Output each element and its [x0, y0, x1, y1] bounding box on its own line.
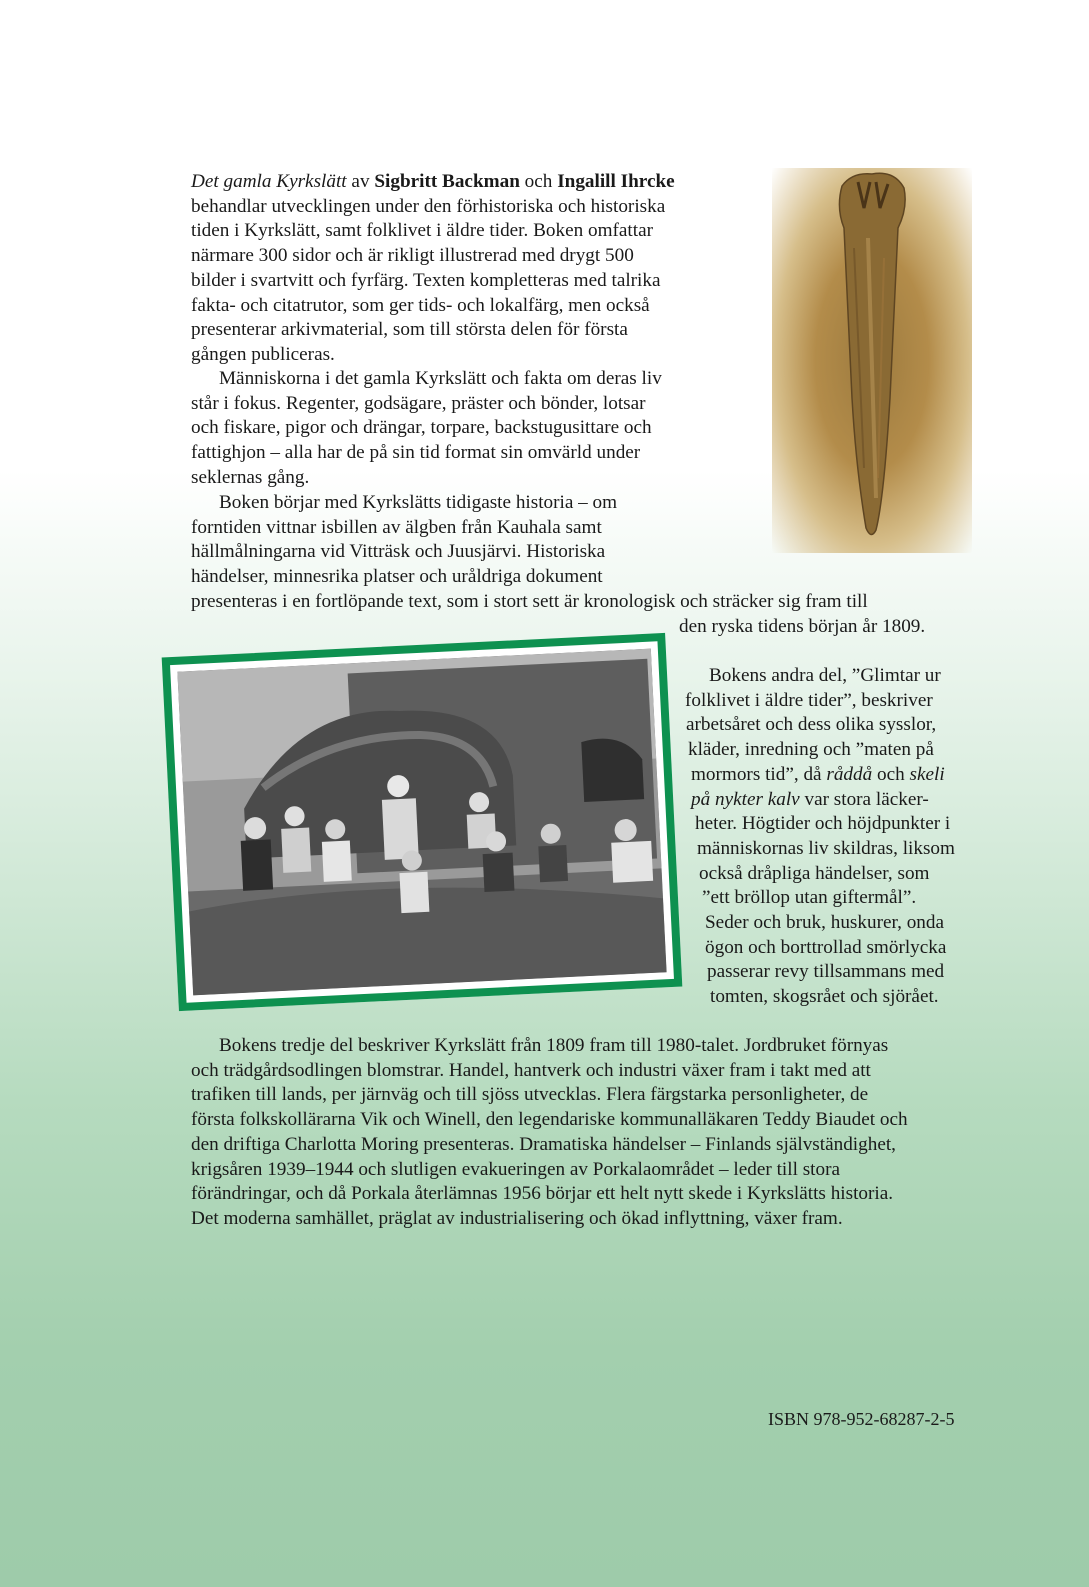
- text-line: arbetsåret och dess olika sysslor,: [686, 714, 937, 736]
- text-line: förändringar, och då Porkala återlämnas 1956 börjar ett helt nytt skede i Kyrkslätts historia.: [191, 1183, 894, 1205]
- folklife-paragraph: [683, 664, 955, 1010]
- bone-ice-pick-image: [772, 168, 972, 553]
- haymaking-group-photo: [177, 649, 666, 996]
- intro-paragraph: [191, 170, 675, 368]
- text-line: tomten, skogsrået och sjörået.: [710, 986, 939, 1008]
- text-line: också dråpliga händelser, som: [699, 862, 930, 884]
- text-line: Det moderna samhället, präglat av industrialisering och ökad inflyttning, växer fram.: [191, 1207, 843, 1229]
- text-line: Seder och bruk, huskurer, onda: [705, 912, 945, 934]
- text-line: krigsåren 1939–1944 och slutligen evakueringen av Porkalaområdet – leder till stora: [191, 1158, 840, 1180]
- text-line: fakta- och citatrutor, som ger tids- och lokalfärg, men också: [191, 294, 650, 316]
- text-line: passerar revy tillsammans med: [707, 961, 945, 983]
- text-line: fattighjon – alla har de på sin tid format sin omvärld under: [191, 442, 641, 464]
- text-line: ögon och borttrollad smörlycka: [705, 936, 947, 958]
- text-line: presenteras i en fortlöpande text, som i stort sett är kronologisk och sträcker sig fram till: [191, 590, 868, 612]
- text-line: Boken börjar med Kyrkslätts tidigaste historia – om: [219, 492, 618, 513]
- intro-first-line: Det gamla Kyrkslätt av Sigbritt Backman och Ingalill Ihrcke: [191, 171, 675, 192]
- text-line: folklivet i äldre tider”, beskriver: [685, 689, 933, 711]
- text-line: och trädgårdsodlingen blomstrar. Handel, hantverk och industri växer fram i takt med att: [191, 1059, 871, 1081]
- text-line: Bokens tredje del beskriver Kyrkslätt från 1809 fram till 1980-talet. Jordbruket förnyas: [219, 1035, 889, 1056]
- text-line: och fiskare, pigor och drängar, torpare, backstugusittare och: [191, 417, 652, 439]
- isbn-number: ISBN 978-952-68287-2-5: [768, 1409, 955, 1429]
- author-1: Sigbritt Backman: [374, 171, 520, 192]
- text-line: forntiden vittnar isbillen av älgben från Kauhala samt: [191, 516, 602, 538]
- text-line: närmare 300 sidor och är rikligt illustrerad med drygt 500: [191, 245, 634, 267]
- text-line: Människorna i det gamla Kyrkslätt och fakta om deras liv: [219, 368, 662, 389]
- text-line: bilder i svartvitt och fyrfärg. Texten kompletteras med talrika: [191, 269, 661, 291]
- text-line: seklernas gång.: [191, 466, 310, 488]
- text-line: den ryska tidens början år 1809.: [679, 615, 926, 637]
- text-line: står i fokus. Regenter, godsägare, präster och bönder, lotsar: [191, 392, 646, 414]
- text-line: tiden i Kyrkslätt, samt folklivet i äldre tider. Boken omfattar: [191, 220, 653, 242]
- text-line: första folkskollärarna Vik och Winell, den legendariske kommunalläkaren Teddy Biaudet och: [191, 1109, 908, 1131]
- text-line: ”ett bröllop utan giftermål”.: [702, 887, 917, 909]
- text-line: händelser, minnesrika platser och uråldriga dokument: [191, 566, 603, 588]
- text-line: mormors tid”, då råddå och skeli: [691, 763, 945, 785]
- text-line: behandlar utvecklingen under den förhistoriska och historiska: [191, 195, 666, 217]
- modern-era-paragraph: [191, 1034, 908, 1232]
- author-2: Ingalill Ihrcke: [557, 171, 675, 192]
- text-line: människornas liv skildras, liksom: [697, 837, 955, 859]
- book-title: Det gamla Kyrkslätt: [191, 171, 347, 192]
- text-line: trafiken till lands, per järnväg och till sjöss utvecklas. Flera färgstarka personligheter, de: [191, 1084, 869, 1106]
- text-line: presenterar arkivmaterial, som till största delen för första: [191, 319, 628, 341]
- framed-photograph: [162, 633, 683, 1011]
- people-paragraph: [191, 367, 662, 491]
- text-line: kläder, inredning och ”maten på: [688, 739, 934, 761]
- text-line: den driftiga Charlotta Moring presenteras. Dramatiska händelser – Finlands självständighet,: [191, 1133, 896, 1155]
- text-line: heter. Högtider och höjdpunkter i: [695, 813, 951, 835]
- text-line: på nykter kalv var stora läcker-: [691, 788, 929, 810]
- text-line: gången publiceras.: [191, 343, 335, 365]
- text-line: hällmålningarna vid Vitträsk och Juusjärvi. Historiska: [191, 541, 606, 563]
- text-line: Bokens andra del, ”Glimtar ur: [709, 665, 941, 686]
